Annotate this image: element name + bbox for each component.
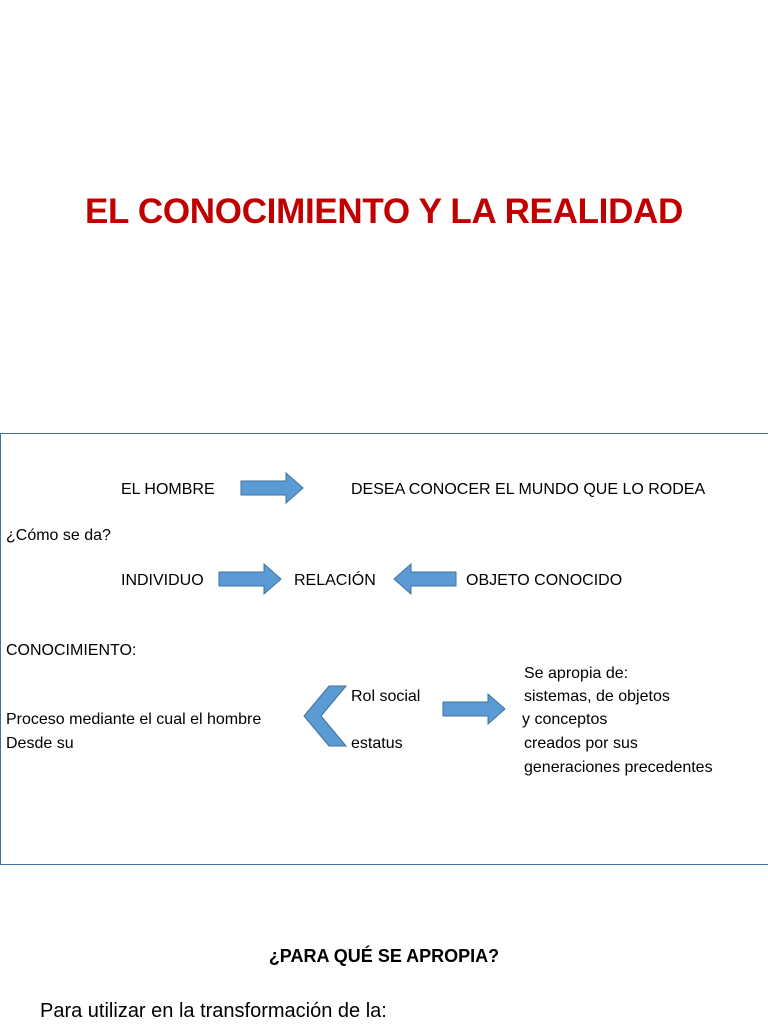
process-line-1: Proceso mediante el cual el hombre — [6, 711, 262, 728]
right-arrow-icon — [218, 563, 282, 595]
appropriates-line-1: Se apropia de: — [524, 665, 629, 682]
appropriates-line-2: sistemas, de objetos — [524, 688, 670, 705]
label-el-hombre: EL HOMBRE — [121, 481, 215, 498]
right-arrow-icon — [442, 693, 506, 725]
right-arrow-icon — [240, 472, 304, 504]
appropriates-line-4: creados por sus — [524, 735, 638, 752]
label-conocimiento: CONOCIMIENTO: — [6, 642, 137, 659]
label-estatus: estatus — [351, 735, 403, 752]
label-individuo: INDIVIDUO — [121, 572, 204, 589]
page-title: EL CONOCIMIENTO Y LA REALIDAD — [84, 192, 684, 231]
label-relacion: RELACIÓN — [294, 572, 376, 589]
process-line-2: Desde su — [6, 735, 74, 752]
section-answer: Para utilizar en la transformación de la: — [40, 1000, 387, 1022]
label-desea-conocer: DESEA CONOCER EL MUNDO QUE LO RODEA — [351, 481, 706, 498]
section-question: ¿PARA QUÉ SE APROPIA? — [268, 946, 500, 966]
appropriates-line-3: y conceptos — [522, 711, 608, 728]
label-como-se-da: ¿Cómo se da? — [6, 527, 111, 544]
label-objeto-conocido: OBJETO CONOCIDO — [466, 572, 623, 589]
appropriates-line-5: generaciones precedentes — [524, 759, 713, 776]
left-arrow-icon — [393, 563, 457, 595]
label-rol-social: Rol social — [351, 688, 421, 705]
chevron-left-icon — [303, 685, 347, 747]
